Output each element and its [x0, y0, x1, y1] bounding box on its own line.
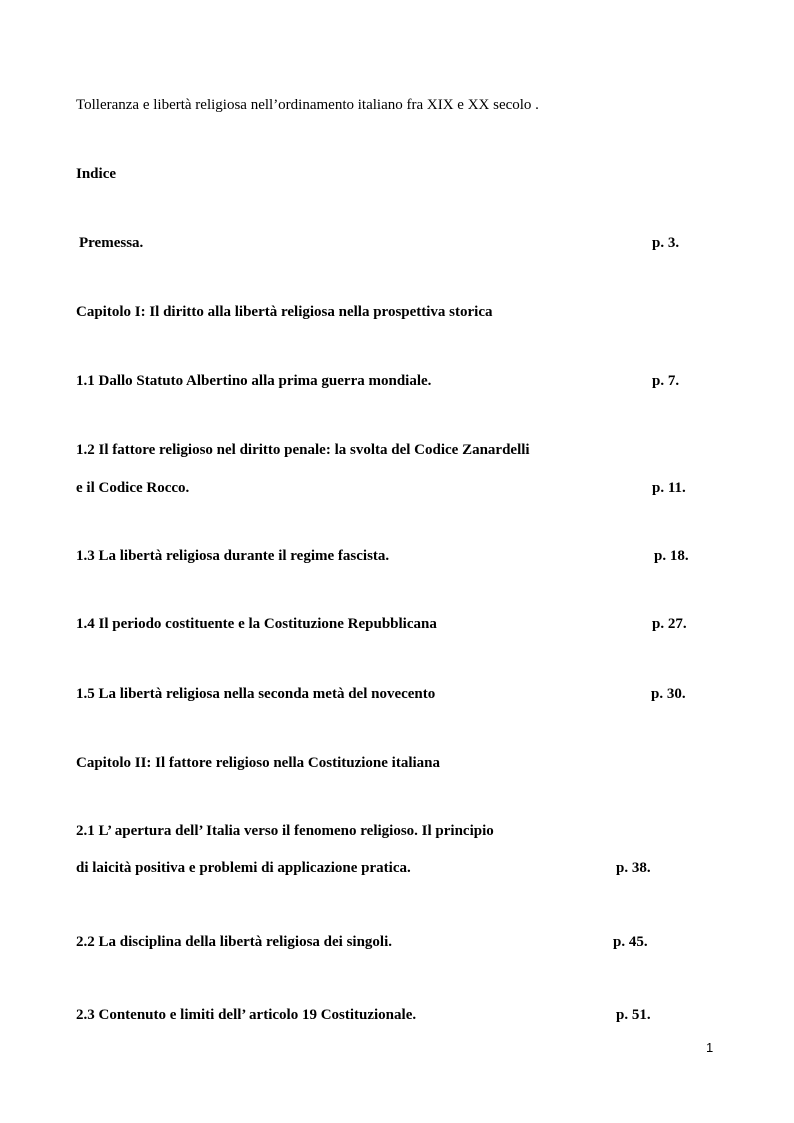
toc-page-2-2: p. 45.	[613, 934, 648, 950]
toc-chapter-1: Capitolo I: Il diritto alla libertà religiosa nella prospettiva storica	[76, 304, 493, 320]
page-number: 1	[706, 1040, 714, 1055]
toc-chapter-2: Capitolo II: Il fattore religioso nella Costituzione italiana	[76, 755, 441, 771]
toc-page-1-3: p. 18.	[654, 548, 689, 564]
toc-entry-1-2: 1.2 Il fattore religioso nel diritto penale: la svolta del Codice Zanardelli	[76, 442, 530, 458]
toc-page-1-4: p. 27.	[652, 616, 687, 632]
toc-page-2-3: p. 51.	[616, 1007, 651, 1023]
toc-entry-1-4: 1.4 Il periodo costituente e la Costituzione Repubblicana	[76, 616, 437, 632]
index-heading: Indice	[76, 166, 117, 182]
toc-entry-2-2: 2.2 La disciplina della libertà religiosa dei singoli.	[76, 934, 393, 950]
toc-page-2-1: p. 38.	[616, 860, 651, 876]
toc-entry-1-2-cont: e il Codice Rocco.	[76, 480, 190, 496]
document-title: Tolleranza e libertà religiosa nell’ordinamento italiano fra XIX e XX secolo .	[76, 97, 539, 113]
toc-entry-premessa: Premessa.	[79, 235, 144, 251]
toc-entry-2-3: 2.3 Contenuto e limiti dell’ articolo 19 Costituzionale.	[76, 1007, 417, 1023]
toc-page-1-2: p. 11.	[652, 480, 686, 496]
toc-entry-2-1: 2.1 L’ apertura dell’ Italia verso il fenomeno religioso. Il principio	[76, 823, 494, 839]
toc-page-1-1: p. 7.	[652, 373, 680, 389]
toc-page-premessa: p. 3.	[652, 235, 680, 251]
toc-entry-1-3: 1.3 La libertà religiosa durante il regime fascista.	[76, 548, 390, 564]
toc-entry-1-1: 1.1 Dallo Statuto Albertino alla prima guerra mondiale.	[76, 373, 432, 389]
toc-entry-2-1-cont: di laicità positiva e problemi di applicazione pratica.	[76, 860, 411, 876]
toc-page-1-5: p. 30.	[651, 686, 686, 702]
toc-entry-1-5: 1.5 La libertà religiosa nella seconda metà del novecento	[76, 686, 436, 702]
